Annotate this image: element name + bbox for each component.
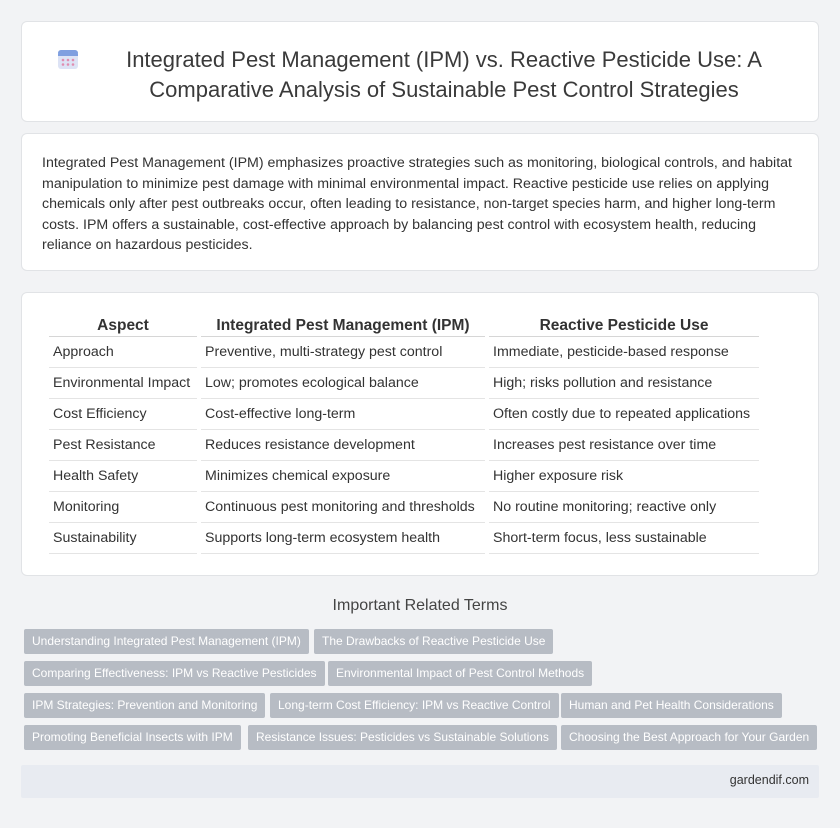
cell-reactive: No routine monitoring; reactive only [489, 492, 759, 523]
table-row [49, 430, 759, 461]
comparison-table [45, 315, 763, 554]
header-aspect: Aspect [49, 315, 197, 337]
related-terms-heading: Important Related Terms [332, 597, 508, 614]
intro-card [21, 133, 819, 271]
cell-reactive: Increases pest resistance over time [489, 430, 759, 461]
intro-paragraph: Integrated Pest Management (IPM) emphasizes proactive strategies such as monitoring, biological controls, and habitat manipulation to minimize pest damage with minimal environmental impact. Reactive pesticide use relies on applying chemicals only after pest outbreaks occur, often leading to resistance, non-target species harm, and higher long-term costs. IPM offers a sustainable, cost-effective approach by balancing pest control with ecosystem health, reducing reliance on hazardous pesticides. [42, 155, 792, 253]
cell-ipm: Reduces resistance development [201, 430, 485, 461]
cell-ipm: Continuous pest monitoring and thresholds [201, 492, 485, 523]
cell-aspect: Cost Efficiency [49, 399, 197, 430]
related-tag[interactable]: Promoting Beneficial Insects with IPM [24, 725, 241, 750]
table-row [49, 461, 759, 492]
cell-reactive: Short-term focus, less sustainable [489, 523, 759, 554]
table-row [49, 399, 759, 430]
related-tag[interactable]: Choosing the Best Approach for Your Garden [561, 725, 817, 750]
cell-ipm: Minimizes chemical exposure [201, 461, 485, 492]
table-header-row [49, 315, 759, 337]
related-tag[interactable]: Long-term Cost Efficiency: IPM vs Reactive Control [270, 693, 559, 718]
table-row [49, 492, 759, 523]
cell-ipm: Cost-effective long-term [201, 399, 485, 430]
related-tag[interactable]: Human and Pet Health Considerations [561, 693, 782, 718]
related-tag[interactable]: Environmental Impact of Pest Control Methods [328, 661, 592, 686]
table-row [49, 368, 759, 399]
cell-reactive: High; risks pollution and resistance [489, 368, 759, 399]
cell-reactive: Higher exposure risk [489, 461, 759, 492]
footer [21, 765, 819, 798]
related-tag[interactable]: The Drawbacks of Reactive Pesticide Use [314, 629, 553, 654]
table-row [49, 523, 759, 554]
footer-site-link[interactable]: gardendif.com [729, 773, 809, 787]
related-tag[interactable]: IPM Strategies: Prevention and Monitoring [24, 693, 265, 718]
cell-aspect: Approach [49, 337, 197, 368]
cell-reactive: Often costly due to repeated applications [489, 399, 759, 430]
calendar-icon [57, 48, 79, 70]
related-tag[interactable]: Comparing Effectiveness: IPM vs Reactive Pesticides [24, 661, 325, 686]
cell-aspect: Monitoring [49, 492, 197, 523]
related-tag[interactable]: Resistance Issues: Pesticides vs Sustainable Solutions [248, 725, 557, 750]
header-reactive: Reactive Pesticide Use [489, 315, 759, 337]
cell-aspect: Pest Resistance [49, 430, 197, 461]
header-ipm: Integrated Pest Management (IPM) [201, 315, 485, 337]
related-tag[interactable]: Understanding Integrated Pest Management (IPM) [24, 629, 309, 654]
page-title: Integrated Pest Management (IPM) vs. Reactive Pesticide Use: A Comparative Analysis of Sustainable Pest Control Strategies [126, 47, 762, 102]
cell-aspect: Sustainability [49, 523, 197, 554]
cell-ipm: Low; promotes ecological balance [201, 368, 485, 399]
cell-reactive: Immediate, pesticide-based response [489, 337, 759, 368]
cell-ipm: Preventive, multi-strategy pest control [201, 337, 485, 368]
cell-ipm: Supports long-term ecosystem health [201, 523, 485, 554]
cell-aspect: Environmental Impact [49, 368, 197, 399]
comparison-table-card [21, 292, 819, 576]
title-card [21, 21, 819, 122]
table-row [49, 337, 759, 368]
cell-aspect: Health Safety [49, 461, 197, 492]
